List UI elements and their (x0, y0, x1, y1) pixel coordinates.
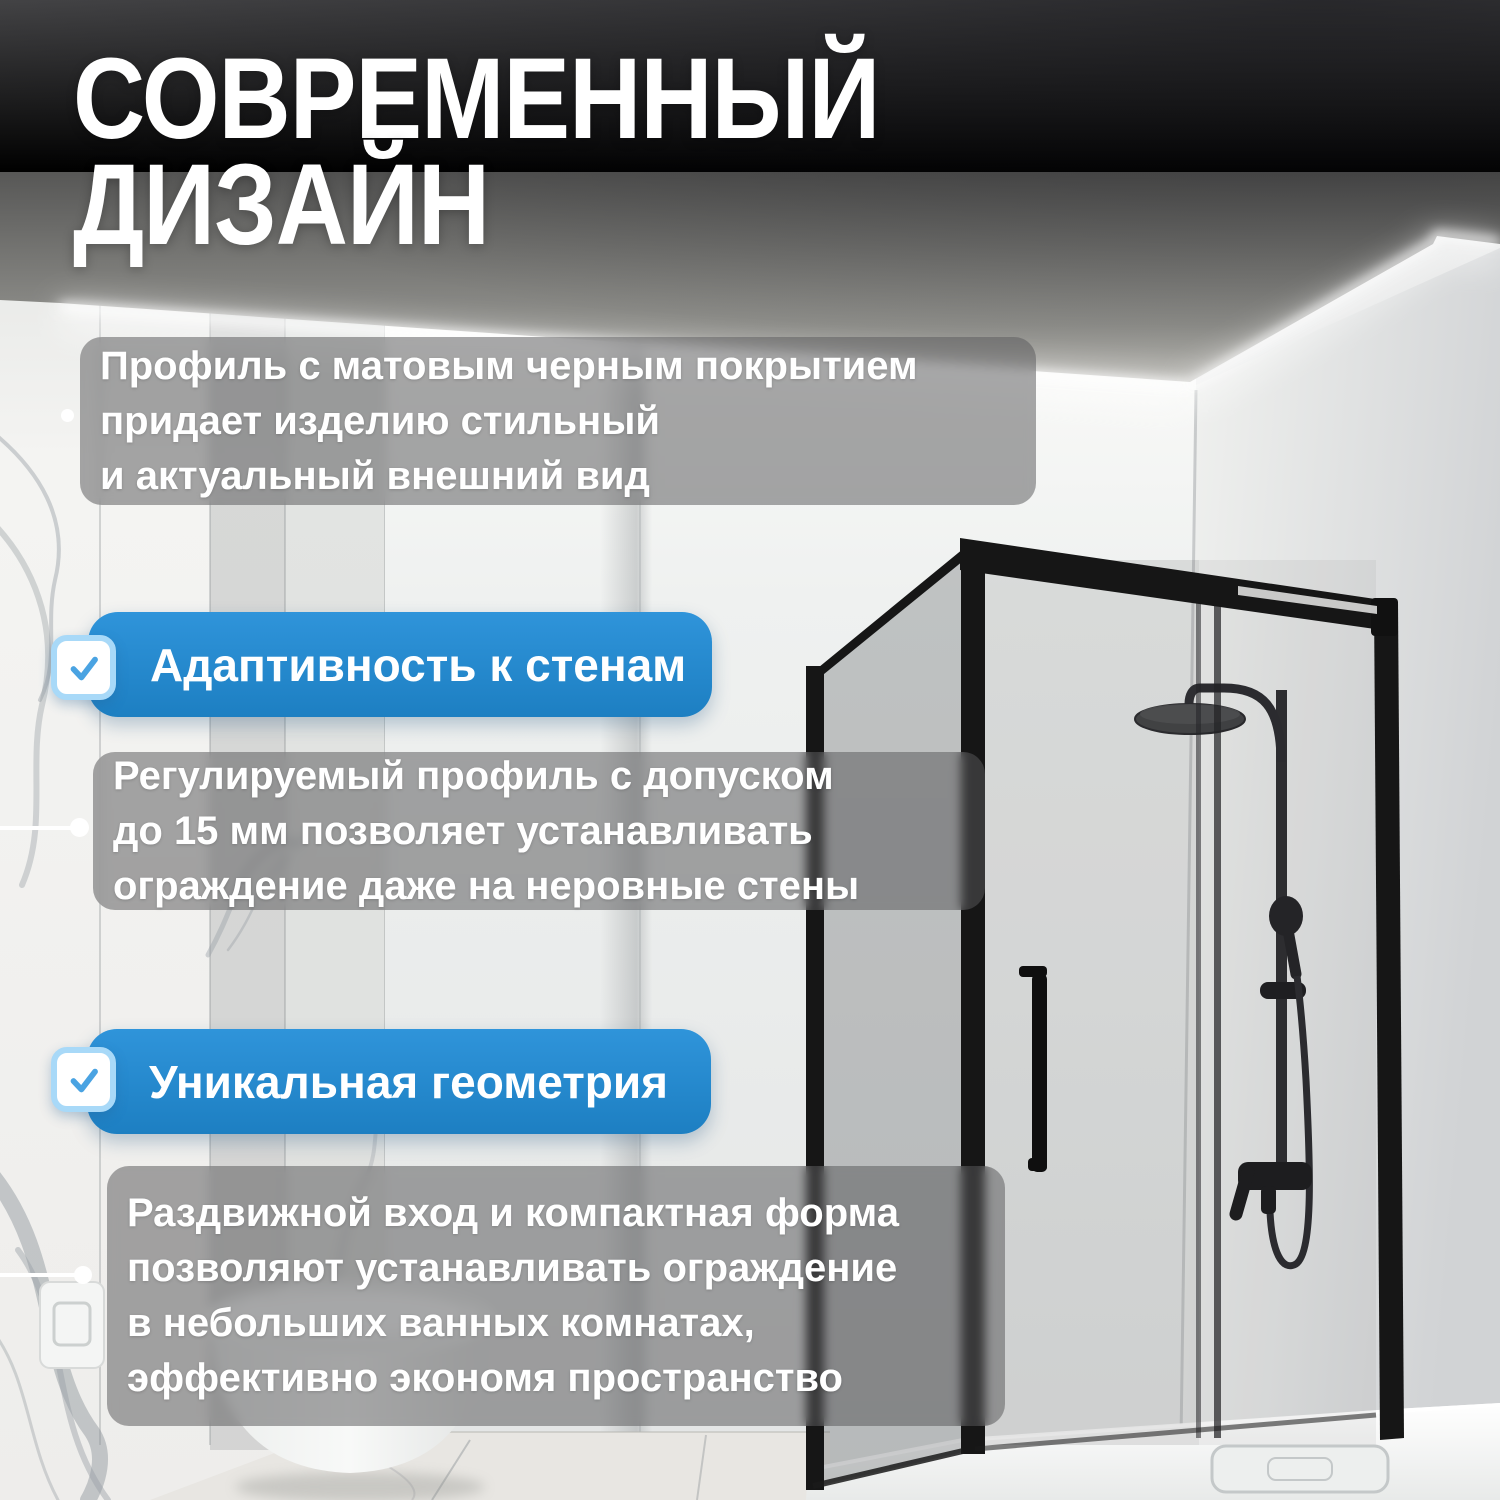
feature-note-sliding-compact (107, 1166, 1005, 1426)
note-line: и актуальный внешний вид (100, 453, 650, 498)
badge-label: Адаптивность к стенам (150, 638, 687, 691)
checkmark-icon (63, 647, 105, 689)
pointer-line (0, 1273, 76, 1277)
drain-cover (1212, 1446, 1388, 1492)
note-line: до 15 мм позволяет устанавливать (113, 808, 813, 853)
note-line: Регулируемый профиль с допуском (113, 753, 834, 798)
checkbox-checked-icon (51, 1047, 116, 1112)
pointer-dot (74, 1266, 92, 1284)
checkmark-icon (63, 1059, 105, 1101)
title-line-2: ДИЗАЙН (73, 140, 490, 270)
badge-label: Уникальная геометрия (149, 1055, 669, 1108)
feature-badge-unique-geometry (87, 1029, 711, 1134)
pointer-dot (70, 818, 89, 837)
note-line: Профиль с матовым черным покрытием (100, 343, 918, 388)
note-line: в небольших ванных комнатах, (127, 1301, 755, 1345)
pointer-line (0, 826, 72, 830)
note-line: ограждение даже на неровные стены (113, 863, 860, 908)
feature-note-adjustable-profile (93, 752, 985, 910)
note-line: эффективно экономя пространство (127, 1356, 843, 1400)
note-line: Раздвижной вход и компактная форма (127, 1191, 899, 1235)
bullet-marker (61, 409, 74, 422)
checkbox-checked-icon (51, 635, 116, 700)
feature-badge-wall-adaptability (88, 612, 712, 717)
note-line: придает изделию стильный (100, 398, 660, 443)
page-title (73, 34, 880, 270)
title-line-1: СОВРЕМЕННЫЙ (73, 34, 880, 164)
note-line: позволяют устанавливать ограждение (127, 1246, 898, 1290)
flush-plate (40, 1282, 104, 1368)
feature-note-design (80, 337, 1036, 505)
